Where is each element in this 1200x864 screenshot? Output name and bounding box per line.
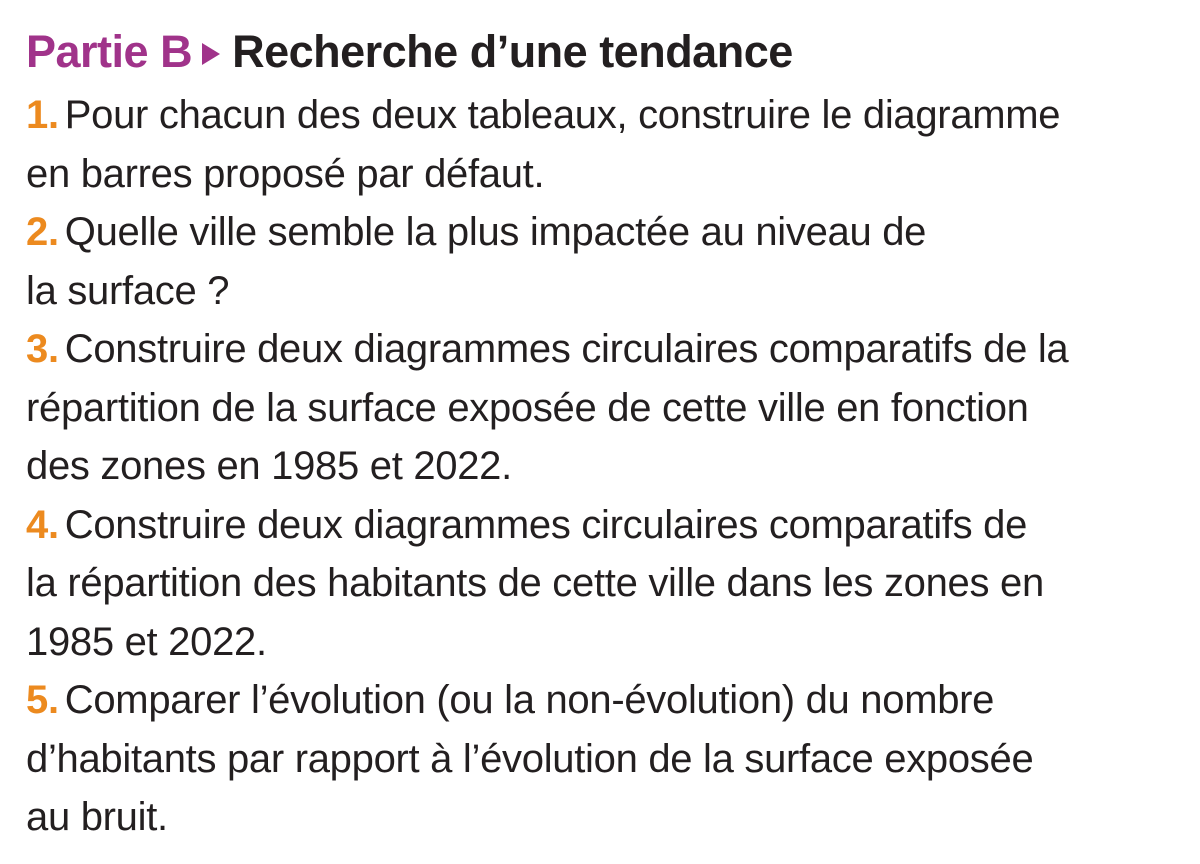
question-line xyxy=(26,496,1186,555)
question-text: Comparer l’évolution (ou la non-évolution) du nombre xyxy=(64,678,995,722)
question-text: Quelle ville semble la plus impactée au niveau de xyxy=(64,210,927,254)
question-1 xyxy=(26,86,1186,203)
question-2 xyxy=(26,203,1186,320)
question-number: 1. xyxy=(26,93,59,137)
part-label: Partie B xyxy=(26,26,193,77)
question-text: en barres proposé par défaut. xyxy=(26,151,545,196)
section-header xyxy=(26,18,1186,86)
exercise-page xyxy=(26,18,1186,847)
question-line xyxy=(26,203,1186,262)
triangle-right-icon xyxy=(202,43,220,65)
question-text: la surface ? xyxy=(26,268,230,313)
question-3 xyxy=(26,320,1186,496)
question-text: des zones en 1985 et 2022. xyxy=(26,444,512,488)
question-text: au bruit. xyxy=(26,795,168,839)
question-text: Construire deux diagrammes circulaires comparatifs de xyxy=(64,502,1028,547)
question-line xyxy=(26,320,1186,379)
question-5 xyxy=(26,671,1186,847)
question-number: 4. xyxy=(26,502,59,547)
question-list xyxy=(26,86,1186,847)
question-text: répartition de la surface exposée de cette ville en fonction xyxy=(26,385,1029,430)
section-title: Recherche d’une tendance xyxy=(232,26,793,77)
question-text: Pour chacun des deux tableaux, construire le diagramme xyxy=(64,93,1061,137)
question-line xyxy=(26,86,1186,145)
question-number: 3. xyxy=(26,327,59,371)
question-number: 5. xyxy=(26,678,59,722)
question-line xyxy=(26,671,1186,730)
question-text: Construire deux diagrammes circulaires comparatifs de la xyxy=(64,327,1069,371)
question-4 xyxy=(26,496,1186,672)
question-text: 1985 et 2022. xyxy=(26,619,267,664)
question-number: 2. xyxy=(26,210,59,254)
question-text: d’habitants par rapport à l’évolution de la surface exposée xyxy=(26,736,1034,781)
question-text: la répartition des habitants de cette ville dans les zones en xyxy=(26,561,1044,605)
